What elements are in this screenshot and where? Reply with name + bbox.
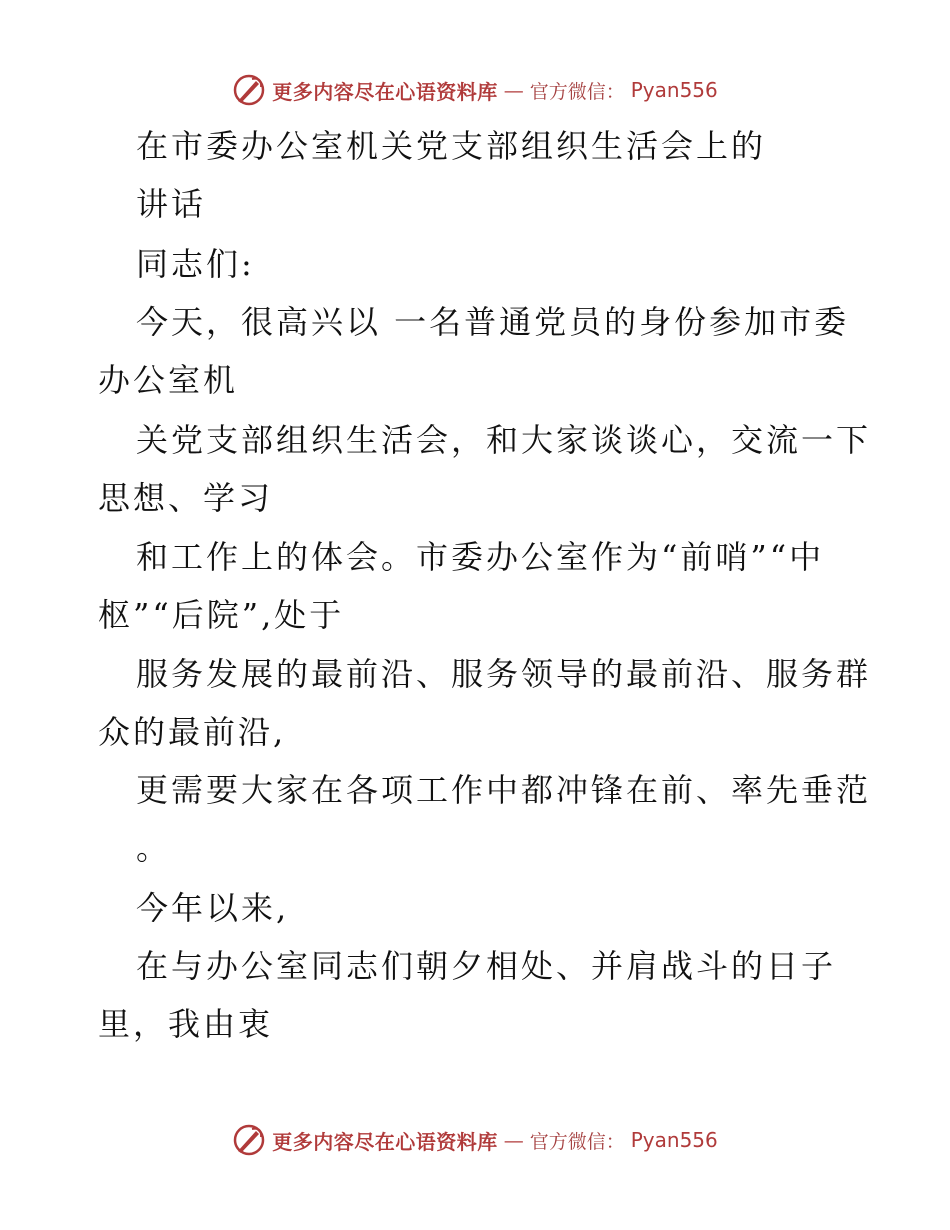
paragraph-line: 更需要大家在各项工作中都冲锋在前、率先垂范 [136,771,872,809]
paragraph-line: 和工作上的体会。市委办公室作为“前哨”“中 [136,538,825,576]
watermark-wechat-label: 官方微信： [529,1130,625,1153]
watermark-wechat-id: Pyan556 [630,78,718,102]
paragraph-line: 里，我由衷 [98,1005,274,1043]
paragraph-line: 思想、学习 [98,479,274,517]
paragraph-line: 服务发展的最前沿、服务领导的最前沿、服务群 [136,655,872,693]
salutation: 同志们: [136,245,255,283]
document-title-line-2: 讲话 [136,185,207,223]
paragraph-line: 枢”“后院”,处于 [98,596,345,634]
paragraph-line: 关党支部组织生活会，和大家谈谈心，交流一下 [136,421,872,459]
watermark-wechat-id: Pyan556 [630,1128,718,1152]
paragraph-line: 今年以来, [136,889,290,927]
watermark-wechat-label: 官方微信： [529,80,625,103]
watermark-text: 更多内容尽在心语资料库 [272,1129,498,1154]
paragraph-line: 办公室机 [98,361,239,399]
quill-pen-logo-icon [232,1123,266,1157]
watermark-text: 更多内容尽在心语资料库 [272,79,498,104]
watermark-group [232,1123,718,1157]
paragraph-line: 。 [136,829,172,867]
watermark-separator: — [503,1128,524,1152]
document-title-line-1: 在市委办公室机关党支部组织生活会上的 [136,127,767,165]
paragraph-line: 今天，很高兴以 一名普通党员的身份参加市委 [136,303,850,341]
paragraph-line: 在与办公室同志们朝夕相处、并肩战斗的日子 [136,947,837,985]
watermark-separator: — [503,78,524,102]
paragraph-line: 众的最前沿, [98,713,287,751]
footer-watermark [0,1120,950,1160]
